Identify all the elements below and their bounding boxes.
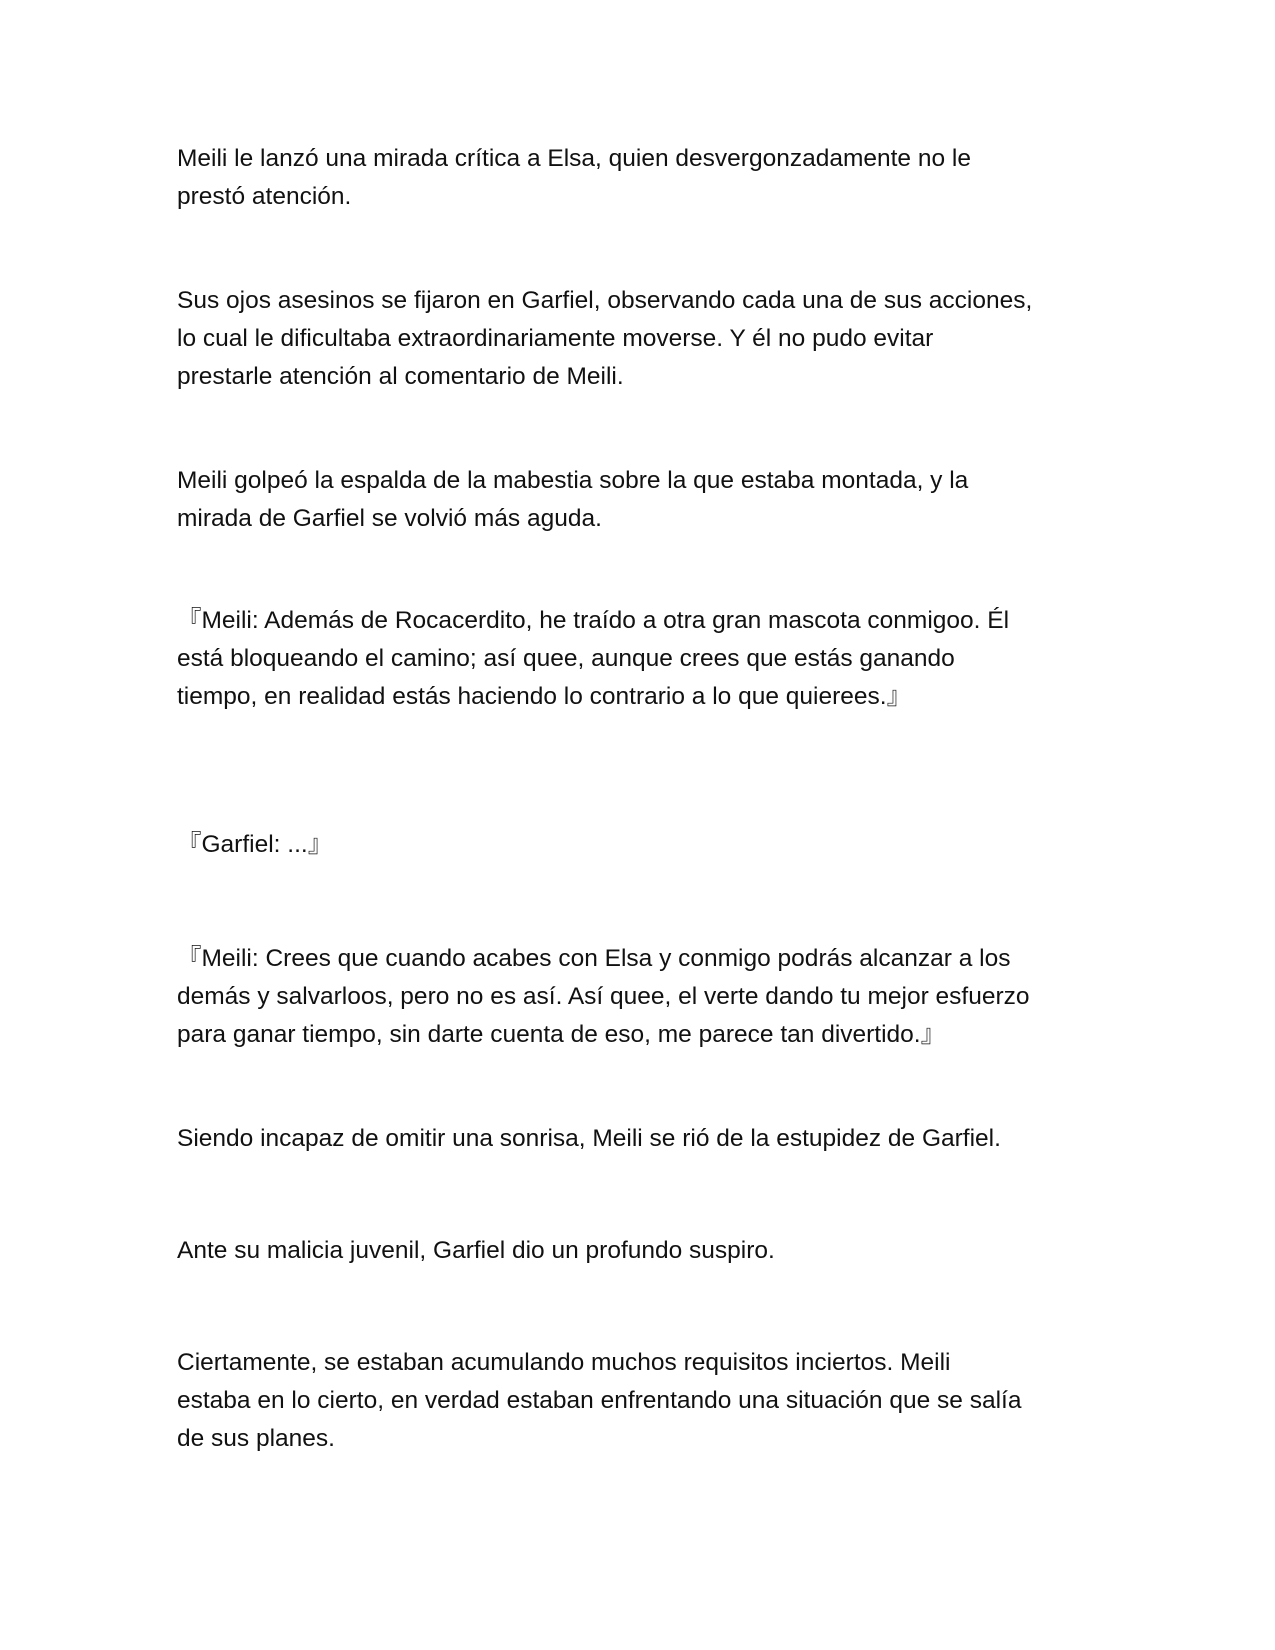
text-line: Siendo incapaz de omitir una sonrisa, Meili se rió de la estupidez de Garfiel. bbox=[177, 1125, 1001, 1152]
text-line: Ciertamente, se estaban acumulando muchos requisitos inciertos. Meili bbox=[177, 1349, 951, 1376]
paragraph bbox=[177, 1232, 1107, 1270]
text-line: Ante su malicia juvenil, Garfiel dio un profundo suspiro. bbox=[177, 1237, 775, 1264]
paragraph bbox=[177, 282, 1107, 396]
text-line: de sus planes. bbox=[177, 1425, 335, 1452]
paragraph bbox=[177, 462, 1107, 538]
text-line: lo cual le dificultaba extraordinariamente moverse. Y él no pudo evitar bbox=[177, 325, 934, 352]
dialogue-paragraph bbox=[177, 826, 1107, 864]
paragraph bbox=[177, 1344, 1107, 1458]
text-line: 『Meili: Crees que cuando acabes con Elsa y conmigo podrás alcanzar a los bbox=[177, 945, 1011, 972]
text-line: Meili le lanzó una mirada crítica a Elsa, quien desvergonzadamente no le bbox=[177, 145, 971, 172]
text-line: tiempo, en realidad estás haciendo lo contrario a lo que quierees.』 bbox=[177, 683, 912, 710]
text-line: está bloqueando el camino; así quee, aunque crees que estás ganando bbox=[177, 645, 955, 672]
text-line: prestarle atención al comentario de Meili. bbox=[177, 363, 624, 390]
dialogue-paragraph bbox=[177, 602, 1107, 716]
text-line: 『Garfiel: ...』 bbox=[177, 831, 333, 858]
text-line: prestó atención. bbox=[177, 183, 352, 210]
text-line: para ganar tiempo, sin darte cuenta de eso, me parece tan divertido.』 bbox=[177, 1021, 946, 1048]
text-line: mirada de Garfiel se volvió más aguda. bbox=[177, 505, 602, 532]
paragraph bbox=[177, 1120, 1107, 1158]
text-line: estaba en lo cierto, en verdad estaban enfrentando una situación que se salía bbox=[177, 1387, 1022, 1414]
text-line: Meili golpeó la espalda de la mabestia sobre la que estaba montada, y la bbox=[177, 467, 969, 494]
paragraph bbox=[177, 140, 1107, 216]
text-line: 『Meili: Además de Rocacerdito, he traído a otra gran mascota conmigoo. Él bbox=[177, 607, 1010, 634]
text-line: demás y salvarloos, pero no es así. Así quee, el verte dando tu mejor esfuerzo bbox=[177, 983, 1030, 1010]
text-line: Sus ojos asesinos se fijaron en Garfiel, observando cada una de sus acciones, bbox=[177, 287, 1033, 314]
dialogue-paragraph bbox=[177, 940, 1107, 1054]
